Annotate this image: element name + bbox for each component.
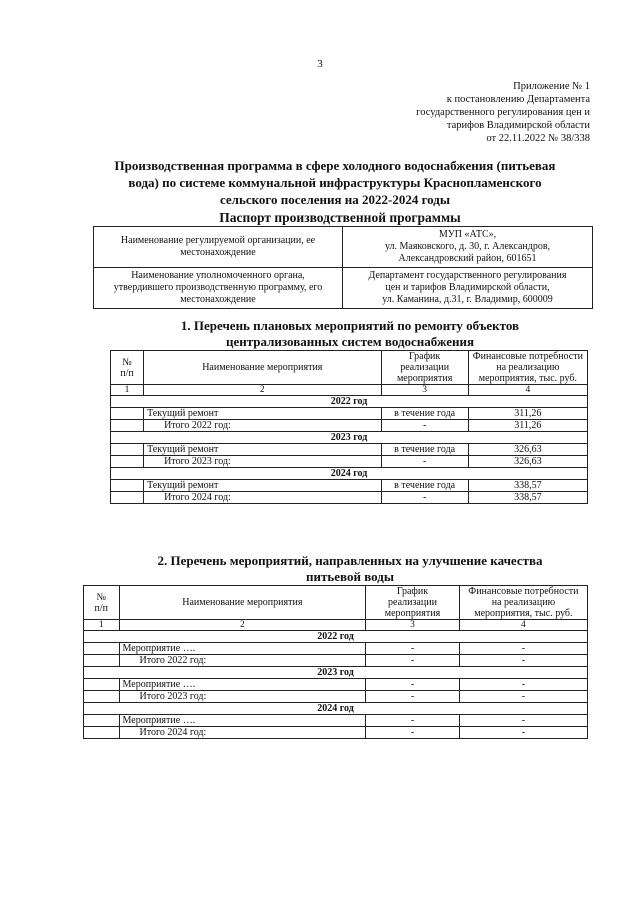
header-line: График	[396, 586, 429, 597]
header-line: Финансовые потребности	[468, 586, 579, 597]
column-index: 4	[468, 385, 587, 396]
item-schedule: в течение года	[381, 408, 468, 420]
passport-value	[343, 227, 593, 268]
row-number	[84, 691, 120, 703]
item-name: Текущий ремонт	[144, 408, 381, 420]
section-title-line: централизованных систем водоснабжения	[225, 334, 475, 349]
total-schedule: -	[366, 655, 460, 667]
title-line: вода) по системе коммунальной инфраструктуры Краснопламенского	[128, 175, 542, 190]
header-line: п/п	[94, 602, 108, 614]
header-line: №	[96, 591, 107, 603]
row-number	[84, 655, 120, 667]
item-amount: 326,63	[468, 444, 587, 456]
column-index-row	[84, 620, 588, 631]
column-index: 1	[84, 620, 120, 631]
total-amount: -	[459, 691, 587, 703]
passport-label-line: Наименование регулируемой организации, ее	[120, 235, 316, 246]
item-name: Мероприятие ….	[119, 643, 366, 655]
row-number	[111, 408, 144, 420]
col-name-header: Наименование мероприятия	[119, 586, 366, 620]
section2-title	[0, 553, 640, 585]
row-number	[84, 727, 120, 739]
row-number	[84, 643, 120, 655]
header-line: реализации	[400, 362, 450, 373]
year-label: 2022 год	[84, 631, 588, 643]
passport-value-line: МУП «АТС»,	[438, 229, 497, 240]
total-label: Итого 2022 год:	[144, 420, 381, 432]
item-name: Мероприятие ….	[119, 715, 366, 727]
total-amount: -	[459, 727, 587, 739]
total-schedule: -	[366, 691, 460, 703]
col-number-header	[84, 586, 120, 620]
total-amount: 338,57	[468, 492, 587, 504]
column-index: 2	[144, 385, 381, 396]
appendix-line: Приложение № 1	[513, 81, 590, 92]
document-title	[70, 157, 600, 208]
item-schedule: в течение года	[381, 480, 468, 492]
row-number	[84, 679, 120, 691]
passport-value-line: цен и тарифов Владимирской области,	[385, 282, 550, 293]
header-line: мероприятия	[384, 608, 441, 619]
total-row	[84, 655, 588, 667]
item-name: Мероприятие ….	[119, 679, 366, 691]
passport-label-line: утвердившего производственную программу, его	[113, 282, 323, 293]
total-label: Итого 2022 год:	[119, 655, 366, 667]
title-line: Производственная программа в сфере холодного водоснабжения (питьевая	[114, 158, 556, 173]
col-finance-header	[459, 586, 587, 620]
passport-label-line: Наименование уполномоченного органа,	[131, 270, 305, 281]
total-schedule: -	[366, 727, 460, 739]
total-amount: -	[459, 655, 587, 667]
year-label: 2023 год	[111, 432, 588, 444]
column-index-row	[111, 385, 588, 396]
total-amount: 311,26	[468, 420, 587, 432]
page-number: 3	[317, 58, 323, 70]
row-number	[111, 420, 144, 432]
col-number-header	[111, 351, 144, 385]
item-schedule: -	[366, 715, 460, 727]
total-schedule: -	[381, 456, 468, 468]
total-row	[84, 691, 588, 703]
table-row	[111, 444, 588, 456]
table-row	[84, 643, 588, 655]
column-index: 2	[119, 620, 366, 631]
passport-value	[343, 268, 593, 309]
total-schedule: -	[381, 420, 468, 432]
water-quality-table	[83, 585, 588, 739]
row-number	[111, 444, 144, 456]
col-schedule-header	[381, 351, 468, 385]
column-index: 3	[366, 620, 460, 631]
row-number	[111, 492, 144, 504]
item-amount: 338,57	[468, 480, 587, 492]
passport-label	[94, 227, 343, 268]
item-schedule: в течение года	[381, 444, 468, 456]
year-row	[111, 432, 588, 444]
total-row	[111, 420, 588, 432]
passport-row	[94, 268, 593, 309]
header-line: на реализацию	[491, 597, 556, 608]
item-name: Текущий ремонт	[144, 480, 381, 492]
item-schedule: -	[366, 679, 460, 691]
passport-table	[93, 226, 593, 309]
passport-value-line: Александровский район, 601651	[398, 253, 537, 264]
column-index: 4	[459, 620, 587, 631]
header-line: реализации	[388, 597, 437, 608]
header-line: мероприятия, тыс. руб.	[474, 608, 573, 619]
passport-value-line: ул. Маяковского, д. 30, г. Александров,	[384, 241, 551, 252]
col-finance-header	[468, 351, 587, 385]
table-row	[111, 480, 588, 492]
section-title-line: питьевой воды	[306, 569, 394, 584]
section1-title	[0, 318, 640, 350]
col-name-header: Наименование мероприятия	[144, 351, 381, 385]
item-schedule: -	[366, 643, 460, 655]
column-index: 3	[381, 385, 468, 396]
table-row	[84, 679, 588, 691]
header-line: на реализацию	[496, 362, 560, 373]
year-row	[84, 631, 588, 643]
row-number	[111, 480, 144, 492]
total-row	[111, 456, 588, 468]
passport-label	[94, 268, 343, 309]
appendix-line: государственного регулирования цен и	[416, 107, 590, 118]
passport-label-line: местонахождение	[180, 247, 256, 258]
passport-value-line: Департамент государственного регулирования	[368, 270, 567, 281]
passport-label-line: местонахождение	[180, 294, 256, 305]
total-label: Итого 2023 год:	[119, 691, 366, 703]
item-name: Текущий ремонт	[144, 444, 381, 456]
year-row	[111, 396, 588, 408]
repair-table	[110, 350, 588, 504]
item-amount: 311,26	[468, 408, 587, 420]
total-schedule: -	[381, 492, 468, 504]
header-line: №	[122, 356, 132, 368]
total-row	[84, 727, 588, 739]
section-title-line: 2. Перечень мероприятий, направленных на улучшение качества	[157, 553, 543, 568]
appendix-block	[360, 80, 590, 145]
year-row	[84, 667, 588, 679]
header-line: Финансовые потребности	[472, 351, 583, 362]
row-number	[84, 715, 120, 727]
table-row	[111, 408, 588, 420]
table-row	[84, 715, 588, 727]
passport-title: Паспорт производственной программы	[219, 210, 461, 225]
item-amount: -	[459, 643, 587, 655]
header-line: п/п	[120, 367, 134, 379]
section-title-line: 1. Перечень плановых мероприятий по ремонту объектов	[180, 318, 520, 333]
table-header	[111, 351, 588, 385]
passport-value-line: ул. Каманина, д.31, г. Владимир, 600009	[382, 294, 553, 305]
year-row	[84, 703, 588, 715]
header-line: мероприятия, тыс. руб.	[478, 373, 577, 384]
year-label: 2024 год	[111, 468, 588, 480]
col-schedule-header	[366, 586, 460, 620]
total-label: Итого 2024 год:	[119, 727, 366, 739]
total-label: Итого 2023 год:	[144, 456, 381, 468]
total-row	[111, 492, 588, 504]
appendix-line: к постановлению Департамента	[446, 94, 590, 105]
appendix-line: тарифов Владимирской области	[446, 120, 590, 131]
total-label: Итого 2024 год:	[144, 492, 381, 504]
year-label: 2024 год	[84, 703, 588, 715]
item-amount: -	[459, 715, 587, 727]
header-line: График	[408, 351, 441, 362]
year-label: 2023 год	[84, 667, 588, 679]
passport-row	[94, 227, 593, 268]
year-label: 2022 год	[111, 396, 588, 408]
row-number	[111, 456, 144, 468]
column-index: 1	[111, 385, 144, 396]
header-line: мероприятия	[396, 373, 453, 384]
item-amount: -	[459, 679, 587, 691]
year-row	[111, 468, 588, 480]
table-header	[84, 586, 588, 620]
appendix-line: от 22.11.2022 № 38/338	[486, 133, 590, 144]
title-line: сельского поселения на 2022-2024 годы	[219, 192, 451, 207]
total-amount: 326,63	[468, 456, 587, 468]
